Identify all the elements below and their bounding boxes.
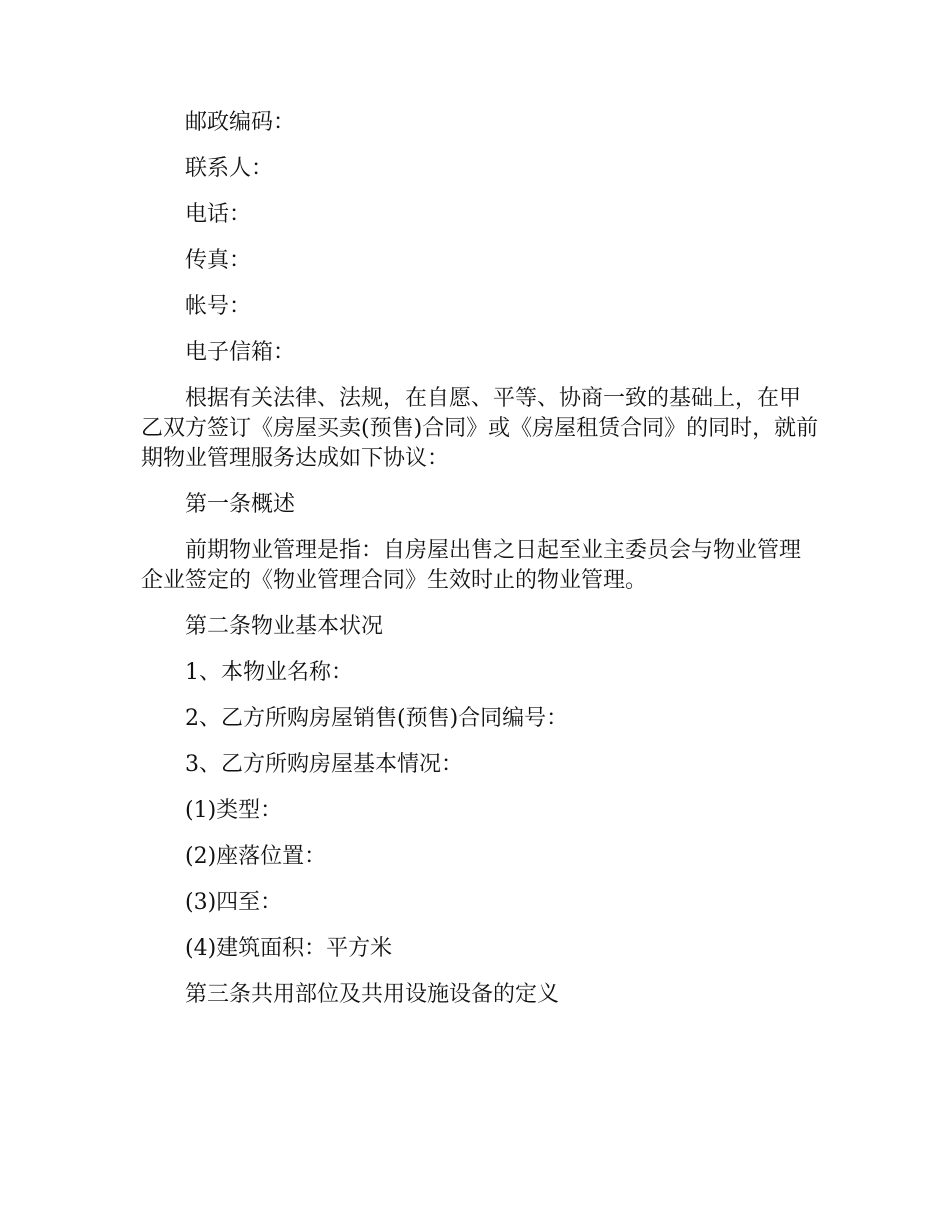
property-name-line: 1、本物业名称：	[185, 660, 353, 685]
fax-line: 传真：	[185, 248, 252, 273]
article-2-heading: 第二条物业基本状况	[185, 614, 384, 639]
article-1-text: 前期物业管理是指：自房屋出售之日起至业主委员会与物业管理企业签定的《物业管理合同》生效时止的物业管理。	[141, 538, 802, 593]
house-boundaries-line: (3)四至：	[185, 890, 283, 915]
account-line: 帐号：	[185, 294, 252, 319]
email-line: 电子信箱：	[185, 340, 296, 365]
phone-line: 电话：	[185, 202, 252, 227]
article-3-heading: 第三条共用部位及共用设施设备的定义	[185, 982, 560, 1007]
house-location-line: (2)座落位置：	[185, 844, 327, 869]
house-info-line: 3、乙方所购房屋基本情况：	[185, 752, 463, 777]
preamble-paragraph: 根据有关法律、法规，在自愿、平等、协商一致的基础上，在甲乙双方签订《房屋买卖(预售)合同》或《房屋租赁合同》的同时，就前期物业管理服务达成如下协议：	[141, 386, 819, 471]
contact-person-line: 联系人：	[185, 156, 274, 181]
document-body	[141, 108, 821, 1026]
house-type-line: (1)类型：	[185, 798, 283, 823]
postal-code-line: 邮政编码：	[185, 110, 296, 135]
article-1-heading: 第一条概述	[185, 492, 296, 517]
contract-number-line: 2、乙方所购房屋销售(预售)合同编号：	[185, 706, 569, 731]
building-area-line: (4)建筑面积：平方米	[185, 936, 393, 961]
